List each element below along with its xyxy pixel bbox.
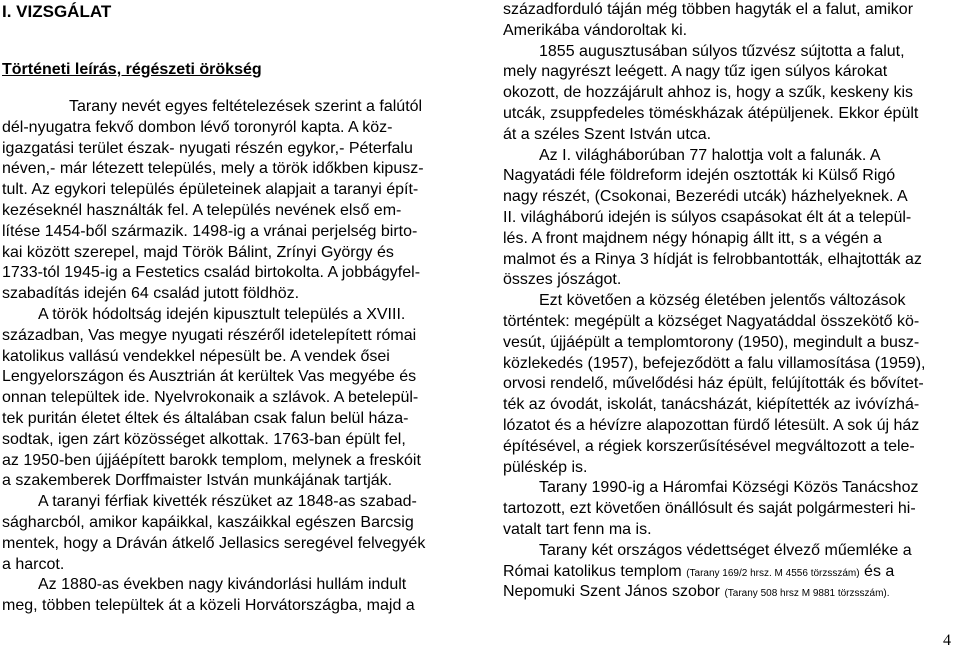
text-line: tartozott, ezt követően önállósult és saját polgármesteri hi- bbox=[503, 500, 916, 518]
text-line: mely nagyrészt leégett. A nagy tűz igen súlyos károkat bbox=[503, 63, 888, 81]
text-line: lózatot és a hévízre alapozottan fürdő létesült. A sok új ház bbox=[503, 416, 920, 434]
section-title: I. VIZSGÁLAT bbox=[2, 2, 112, 21]
text-line: szabadítás idején 64 család jutott földhöz. bbox=[2, 285, 300, 303]
text-line: vatalt tart fenn ma is. bbox=[503, 520, 652, 538]
text-line: ték az óvodát, iskolát, tanácsházát, kiépítették az ivóvízhá- bbox=[503, 396, 920, 414]
text-line: Tarany nevét egyes feltételezések szerint a falútól bbox=[69, 98, 423, 115]
text-line: nagy részét, (Csokonai, Bezerédi utcák) házhelyeknek. A bbox=[503, 188, 908, 206]
text-line: tek puritán életet éltek és általában csak falun belül háza- bbox=[2, 409, 409, 427]
text-line: A török hódoltság idején kipusztult település a XVIII. bbox=[38, 305, 406, 323]
statue-name: Nepomuki Szent János szobor bbox=[503, 583, 720, 601]
text-line: orvosi rendelő, művelődési ház épült, felújították és bővítet- bbox=[503, 375, 924, 393]
text-line: igazgatási terület észak- nyugati részén egykor,- Péterfalu bbox=[2, 139, 413, 157]
text-line: kai között szerepel, majd Török Bálint, Zrínyi György és bbox=[2, 243, 394, 261]
text-line: közlekedés (1957), befejeződött a falu villamosítása (1959), bbox=[503, 354, 926, 372]
text-line: malmot és a Rinya 3 hídját is felrobbantották, elhajtották az bbox=[503, 250, 922, 268]
text-line: századforduló táján még többen hagyták el a falut, amikor bbox=[503, 1, 914, 18]
text-line: Tarany két országos védettséget élvező műemléke a bbox=[539, 541, 912, 559]
text-line: dél-nyugatra fekvő dombon lévő toronyról kapta. A köz- bbox=[2, 118, 393, 136]
text-line bbox=[503, 582, 955, 603]
right-column bbox=[503, 0, 955, 603]
statue-reference: (Tarany 508 hrsz M 9881 törzsszám). bbox=[724, 588, 890, 600]
text-line: a szakemberek Dorffmaister István munkájának tartják. bbox=[2, 472, 393, 490]
text-line: az 1950-ben újjáépített barokk templom, melynek a freskóit bbox=[2, 451, 421, 469]
text-line: utcák, zsuppfedeles töméskházak átépüljenek. Ekkor épült bbox=[503, 104, 919, 122]
text-line: A taranyi férfiak kivették részüket az 1848-as szabad- bbox=[38, 493, 417, 511]
text-line: építésével, a régiek korszerűsítésével megváltozott a tele- bbox=[503, 437, 915, 455]
text-line: lés. A front majdnem négy hónapig állt itt, s a végén a bbox=[503, 229, 882, 247]
text-line: ságharcból, amikor kapáikkal, kaszáikkal egészen Barcsig bbox=[2, 513, 414, 531]
left-column bbox=[2, 97, 448, 617]
text-line: Az I. világháborúban 77 halottja volt a falunák. A bbox=[539, 146, 881, 164]
text-line: püléskép is. bbox=[503, 458, 588, 476]
text-line: Tarany 1990-ig a Háromfai Községi Közös Tanácshoz bbox=[539, 479, 919, 497]
text-line: Amerikába vándoroltak ki. bbox=[503, 21, 688, 39]
text-line: Lengyelországon és Ausztrián át kerültek Vas megyébe és bbox=[2, 368, 417, 386]
text-line: 1733-tól 1945-ig a Festetics család birtokolta. A jobbágyfel- bbox=[2, 264, 421, 282]
text-line: tult. Az egykori település épületeinek alapjait a taranyi épít- bbox=[2, 181, 419, 199]
text-line: II. világháború idején is súlyos csapásokat élt át a települ- bbox=[503, 208, 912, 226]
text-line: a harcot. bbox=[2, 555, 65, 573]
text-line: vesút, újjáépült a templomtorony (1950), megindult a busz- bbox=[503, 333, 920, 351]
church-reference: (Tarany 169/2 hrsz. M 4556 törzsszám) bbox=[686, 567, 860, 579]
church-name: Római katolikus templom bbox=[503, 562, 682, 580]
text-line: Nagyatádi féle földreform idején osztották ki Külső Rigó bbox=[503, 167, 896, 185]
text-line: sodtak, igen zárt közösséget alkottak. 1763-ban épült fel, bbox=[2, 430, 406, 448]
text-line: onnan települtek ide. Nyelvrokonaik a szlávok. A betelepül- bbox=[2, 389, 419, 407]
text-fragment: és a bbox=[864, 562, 895, 580]
text-line: lítése 1454-ből származik. 1498-ig a vránai perjelség birto- bbox=[2, 222, 418, 240]
text-line bbox=[503, 562, 955, 583]
text-line: 1855 augusztusában súlyos tűzvész sújtotta a falut, bbox=[539, 42, 905, 60]
text-line: át a széles Szent István utca. bbox=[503, 125, 712, 143]
text-line: okozott, de hozzájárult ahhoz is, hogy a szűk, keskeny kis bbox=[503, 84, 913, 102]
text-line: néven,- már létezett település, mely a török időkben kipusz- bbox=[2, 160, 424, 178]
text-line: században, Vas megye nyugati részéről idetelepített római bbox=[2, 326, 417, 344]
text-line: mentek, hogy a Dráván átkelő Jellasics seregével felvegyék bbox=[2, 534, 426, 552]
page-number: 4 bbox=[943, 632, 951, 649]
text-line: történtek: megépült a községet Nagyatáddal összekötő kö- bbox=[503, 312, 920, 330]
text-line: meg, többen települtek át a közeli Horvátországba, majd a bbox=[2, 597, 415, 615]
text-line: összes jószágot. bbox=[503, 271, 622, 289]
text-line: Ezt követően a község életében jelentős változások bbox=[539, 292, 906, 310]
text-line: kezéseknél használták fel. A település nevének első em- bbox=[2, 201, 402, 219]
subsection-title: Történeti leírás, régészeti örökség bbox=[2, 61, 262, 78]
text-line: Az 1880-as években nagy kivándorlási hullám indult bbox=[38, 576, 407, 594]
text-line: katolikus vallású vendekkel népesült be. A vendek ősei bbox=[2, 347, 390, 365]
